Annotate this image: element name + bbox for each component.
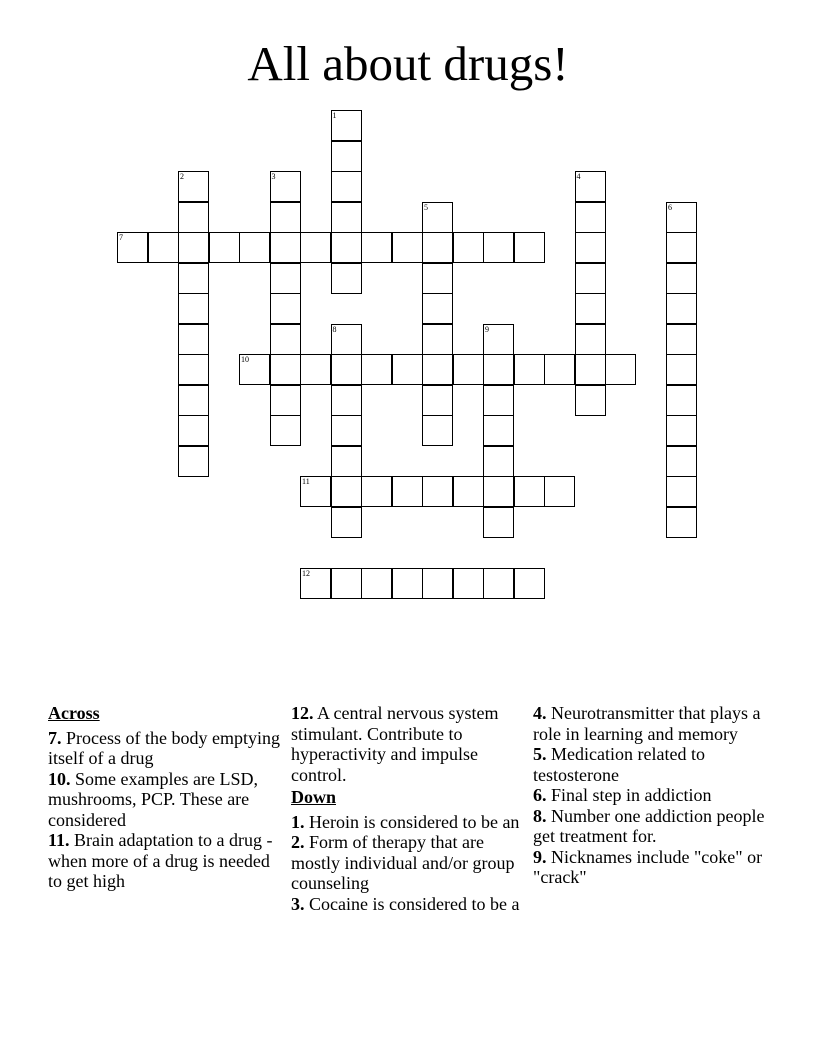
clue-column-3 bbox=[533, 703, 773, 888]
crossword-cell[interactable] bbox=[422, 293, 453, 324]
clue-number: 2 bbox=[180, 172, 184, 181]
crossword-cell[interactable] bbox=[483, 446, 514, 477]
crossword-cell[interactable] bbox=[178, 232, 209, 263]
crossword-cell[interactable] bbox=[270, 293, 301, 324]
crossword-cell[interactable] bbox=[422, 324, 453, 355]
crossword-cell[interactable] bbox=[483, 476, 514, 507]
crossword-cell[interactable] bbox=[361, 568, 392, 599]
crossword-cell[interactable] bbox=[422, 385, 453, 416]
crossword-cell[interactable] bbox=[575, 171, 606, 202]
crossword-cell[interactable] bbox=[483, 507, 514, 538]
crossword-cell[interactable] bbox=[331, 568, 362, 599]
crossword-cell[interactable] bbox=[331, 202, 362, 233]
crossword-cell[interactable] bbox=[514, 232, 545, 263]
crossword-cell[interactable] bbox=[666, 293, 697, 324]
crossword-cell[interactable] bbox=[331, 171, 362, 202]
clue-down-4: 4. Neurotransmitter that plays a role in learning and memory bbox=[533, 703, 761, 744]
clue-number: 12 bbox=[302, 568, 310, 578]
crossword-cell[interactable] bbox=[422, 568, 453, 599]
crossword-cell[interactable] bbox=[209, 232, 240, 263]
crossword-cell[interactable] bbox=[270, 202, 301, 233]
crossword-cell[interactable] bbox=[178, 446, 209, 477]
crossword-cell[interactable] bbox=[392, 476, 423, 507]
crossword-cell[interactable] bbox=[575, 263, 606, 294]
crossword-cell[interactable] bbox=[331, 507, 362, 538]
clue-number: 6 bbox=[668, 202, 672, 212]
clue-down-1: 1. Heroin is considered to be an bbox=[291, 811, 520, 832]
crossword-cell[interactable] bbox=[392, 232, 423, 263]
crossword-cell[interactable] bbox=[331, 324, 362, 355]
clue-number: 10 bbox=[241, 355, 249, 364]
crossword-cell[interactable] bbox=[331, 232, 362, 263]
clue-down-8: 8. Number one addiction people get treatment for. bbox=[533, 805, 765, 846]
crossword-cell[interactable] bbox=[270, 354, 301, 385]
crossword-cell[interactable] bbox=[483, 385, 514, 416]
crossword-cell[interactable] bbox=[422, 202, 453, 233]
crossword-cell[interactable] bbox=[300, 232, 331, 263]
crossword-cell[interactable] bbox=[178, 385, 209, 416]
crossword-cell[interactable] bbox=[300, 354, 331, 385]
clue-down-9: 9. Nicknames include "coke" or "crack" bbox=[533, 846, 763, 887]
clue-number: 8 bbox=[332, 324, 337, 334]
crossword-cell[interactable] bbox=[422, 354, 453, 385]
crossword-cell[interactable] bbox=[575, 385, 606, 416]
crossword-cell[interactable] bbox=[178, 324, 209, 355]
crossword-cell[interactable] bbox=[666, 232, 697, 263]
crossword-cell[interactable] bbox=[178, 354, 209, 385]
crossword-cell[interactable] bbox=[544, 354, 575, 385]
clue-number: 1 bbox=[332, 111, 337, 120]
crossword-cell[interactable] bbox=[666, 202, 697, 233]
crossword-cell[interactable] bbox=[300, 568, 331, 599]
crossword-cell[interactable] bbox=[361, 232, 392, 263]
clue-across-11: 11. Brain adaptation to a drug - when more of a drug is needed to get high bbox=[48, 830, 273, 891]
crossword-cell[interactable] bbox=[331, 141, 362, 172]
clue-number: 9 bbox=[485, 324, 489, 334]
crossword-cell[interactable] bbox=[331, 446, 362, 477]
crossword-cell[interactable] bbox=[300, 476, 331, 507]
clue-across-7: 7. Process of the body emptying itself of a drug bbox=[48, 727, 280, 768]
crossword-cell[interactable] bbox=[270, 324, 301, 355]
crossword-cell[interactable] bbox=[422, 263, 453, 294]
crossword-cell[interactable] bbox=[331, 354, 362, 385]
crossword-cell[interactable] bbox=[575, 324, 606, 355]
crossword-cell[interactable] bbox=[178, 415, 209, 446]
crossword-cell[interactable] bbox=[666, 385, 697, 416]
crossword-cell[interactable] bbox=[666, 507, 697, 538]
crossword-cell[interactable] bbox=[575, 202, 606, 233]
crossword-cell[interactable] bbox=[453, 354, 484, 385]
clue-down-2: 2. Form of therapy that are mostly individual and/or group counseling bbox=[291, 832, 515, 893]
crossword-cell[interactable] bbox=[392, 568, 423, 599]
crossword-cell[interactable] bbox=[483, 354, 514, 385]
crossword-cell[interactable] bbox=[514, 568, 545, 599]
crossword-cell[interactable] bbox=[239, 354, 270, 385]
clue-number: 3 bbox=[271, 172, 276, 181]
crossword-cell[interactable] bbox=[666, 476, 697, 507]
crossword-cell[interactable] bbox=[666, 415, 697, 446]
crossword-cell[interactable] bbox=[422, 476, 453, 507]
crossword-cell[interactable] bbox=[331, 385, 362, 416]
crossword-cell[interactable] bbox=[178, 263, 209, 294]
page-title: All about drugs! bbox=[247, 36, 569, 91]
clue-across-10: 10. Some examples are LSD, mushrooms, PCP. These are considered bbox=[48, 768, 258, 830]
clue-number: 7 bbox=[119, 233, 123, 242]
crossword-cell[interactable] bbox=[331, 263, 362, 294]
crossword-cell[interactable] bbox=[514, 354, 545, 385]
across-heading: Across bbox=[48, 703, 100, 723]
crossword-cell[interactable] bbox=[178, 171, 209, 202]
crossword-cell[interactable] bbox=[270, 415, 301, 446]
crossword-cell[interactable] bbox=[666, 263, 697, 294]
clue-column-2 bbox=[291, 703, 525, 914]
crossword-cell[interactable] bbox=[239, 232, 270, 263]
crossword-cell[interactable] bbox=[361, 476, 392, 507]
crossword-cell[interactable] bbox=[270, 171, 301, 202]
crossword-cell[interactable] bbox=[666, 446, 697, 477]
crossword-cell[interactable] bbox=[483, 232, 514, 263]
clue-number: 5 bbox=[424, 202, 428, 212]
crossword-cell[interactable] bbox=[117, 232, 148, 263]
crossword-cell[interactable] bbox=[392, 354, 423, 385]
clue-down-5: 5. Medication related to testosterone bbox=[533, 744, 705, 785]
crossword-cell[interactable] bbox=[514, 476, 545, 507]
crossword-cell[interactable] bbox=[483, 324, 514, 355]
crossword-cell[interactable] bbox=[270, 385, 301, 416]
crossword-cell[interactable] bbox=[361, 354, 392, 385]
crossword-cell[interactable] bbox=[483, 415, 514, 446]
clue-down-6: 6. Final step in addiction bbox=[533, 785, 712, 805]
crossword-cell[interactable] bbox=[544, 476, 575, 507]
crossword-cell[interactable] bbox=[422, 232, 453, 263]
down-heading: Down bbox=[291, 787, 337, 807]
crossword-cell[interactable] bbox=[483, 568, 514, 599]
crossword-cell[interactable] bbox=[331, 476, 362, 507]
crossword-cell[interactable] bbox=[331, 415, 362, 446]
crossword-cell[interactable] bbox=[453, 476, 484, 507]
crossword-cell[interactable] bbox=[422, 415, 453, 446]
crossword-cell[interactable] bbox=[666, 354, 697, 385]
crossword-cell[interactable] bbox=[575, 293, 606, 324]
clue-down-3: 3. Cocaine is considered to be a bbox=[291, 893, 520, 914]
crossword-cell[interactable] bbox=[270, 263, 301, 294]
crossword-cell[interactable] bbox=[178, 293, 209, 324]
crossword-cell[interactable] bbox=[270, 232, 301, 263]
crossword-cell[interactable] bbox=[453, 568, 484, 599]
clue-number: 11 bbox=[302, 477, 310, 486]
crossword-cell[interactable] bbox=[148, 232, 179, 263]
crossword-cell[interactable] bbox=[666, 324, 697, 355]
crossword-cell[interactable] bbox=[575, 354, 606, 385]
clue-number: 4 bbox=[576, 172, 581, 181]
crossword-cell[interactable] bbox=[605, 354, 636, 385]
crossword-cell[interactable] bbox=[178, 202, 209, 233]
clue-across-12: 12. A central nervous system stimulant. Contribute to hyperactivity and impulse control. bbox=[291, 703, 499, 785]
crossword-cell[interactable] bbox=[331, 110, 362, 141]
crossword-cell[interactable] bbox=[575, 232, 606, 263]
clue-column-1 bbox=[48, 703, 284, 892]
crossword-cell[interactable] bbox=[453, 232, 484, 263]
